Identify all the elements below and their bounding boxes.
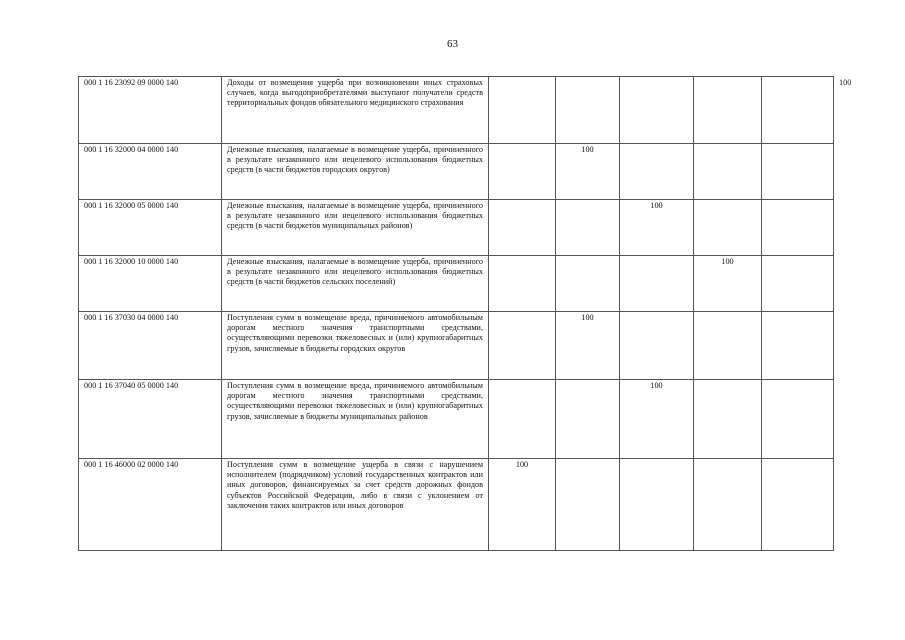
share-value [620,256,694,312]
share-value: 100 [620,200,694,256]
share-value [694,312,762,380]
table-row [79,200,834,256]
share-value [694,200,762,256]
table-row: 000 1 16 23092 09 0000 140 Доходы от возмещения ущерба при возникновении иных страховых случаев, когда выгодоприобретателями выступают получатели средств территориальных фондов обязательного медицинского страхования 100 [79,77,834,144]
share-value [762,459,834,551]
kbk-code: 000 1 16 32000 05 0000 140 [79,200,222,256]
share-value: 100 [556,312,620,380]
share-value [694,380,762,459]
kbk-code: 000 1 16 37030 04 0000 140 [79,312,222,380]
page-number: 63 [447,38,458,50]
revenue-description: Поступления сумм в возмещение вреда, причиняемого автомобильным дорогам местного значения транспортными средствами, осуществляющими перевозки тяжеловесных и (или) крупногабаритных грузов, зачисляемые в бюджеты городских округов [222,312,489,380]
table-row [79,312,834,380]
share-value [620,312,694,380]
share-value [762,144,834,200]
revenue-distribution-table [78,76,852,551]
kbk-code: 000 1 16 32000 10 0000 140 [79,256,222,312]
share-value [762,200,834,256]
share-value [620,77,694,144]
share-value [694,459,762,551]
table-row [79,380,834,459]
share-value [556,77,620,144]
table-row [79,459,834,551]
share-value [489,312,556,380]
share-value [694,144,762,200]
table-row [79,256,834,312]
revenue-description: Доходы от возмещения ущерба при возникновении иных страховых случаев, когда выгодоприобретателями выступают получатели средств территориальных фондов обязательного медицинского страхования [222,77,489,144]
kbk-code: 000 1 16 32000 04 0000 140 [79,144,222,200]
kbk-code: 000 1 16 23092 09 0000 140 [79,77,222,144]
share-value [762,312,834,380]
revenue-description: Денежные взыскания, налагаемые в возмещение ущерба, причиненного в результате незаконного или нецелевого использования бюджетных средств (в части бюджетов сельских поселений) [222,256,489,312]
revenue-description: Денежные взыскания, налагаемые в возмещение ущерба, причиненного в результате незаконного или нецелевого использования бюджетных средств (в части бюджетов муниципальных районов) [222,200,489,256]
share-value [762,256,834,312]
share-value [489,144,556,200]
share-value [762,77,834,144]
revenue-description: Поступления сумм в возмещение ущерба в связи с нарушением исполнителем (подрядчиком) условий государственных контрактов или иных договоров, финансируемых за счет средств дорожных фондов субъектов Российской Федерации, либо в связи с уклонением от заключения таких контрактов или иных договоров [222,459,489,551]
share-value [556,200,620,256]
revenue-description: Поступления сумм в возмещение вреда, причиняемого автомобильным дорогам местного значения транспортными средствами, осуществляющими перевозки тяжеловесных и (или) крупногабаритных грузов, зачисляемые в бюджеты муниципальных районов [222,380,489,459]
share-value [489,77,556,144]
share-value: 100 [694,256,762,312]
share-value [489,380,556,459]
share-value [489,200,556,256]
share-value [489,256,556,312]
share-value [694,77,762,144]
share-value [762,380,834,459]
kbk-code: 000 1 16 46000 02 0000 140 [79,459,222,551]
share-value [556,256,620,312]
kbk-code: 000 1 16 37040 05 0000 140 [79,380,222,459]
revenue-description: Денежные взыскания, налагаемые в возмещение ущерба, причиненного в результате незаконного или нецелевого использования бюджетных средств (в части бюджетов городских округов) [222,144,489,200]
share-value [620,459,694,551]
share-value [556,380,620,459]
share-value: 100 [620,380,694,459]
share-value [620,144,694,200]
table-row [79,144,834,200]
share-value: 100 [556,144,620,200]
share-value [556,459,620,551]
share-value: 100 [489,459,556,551]
